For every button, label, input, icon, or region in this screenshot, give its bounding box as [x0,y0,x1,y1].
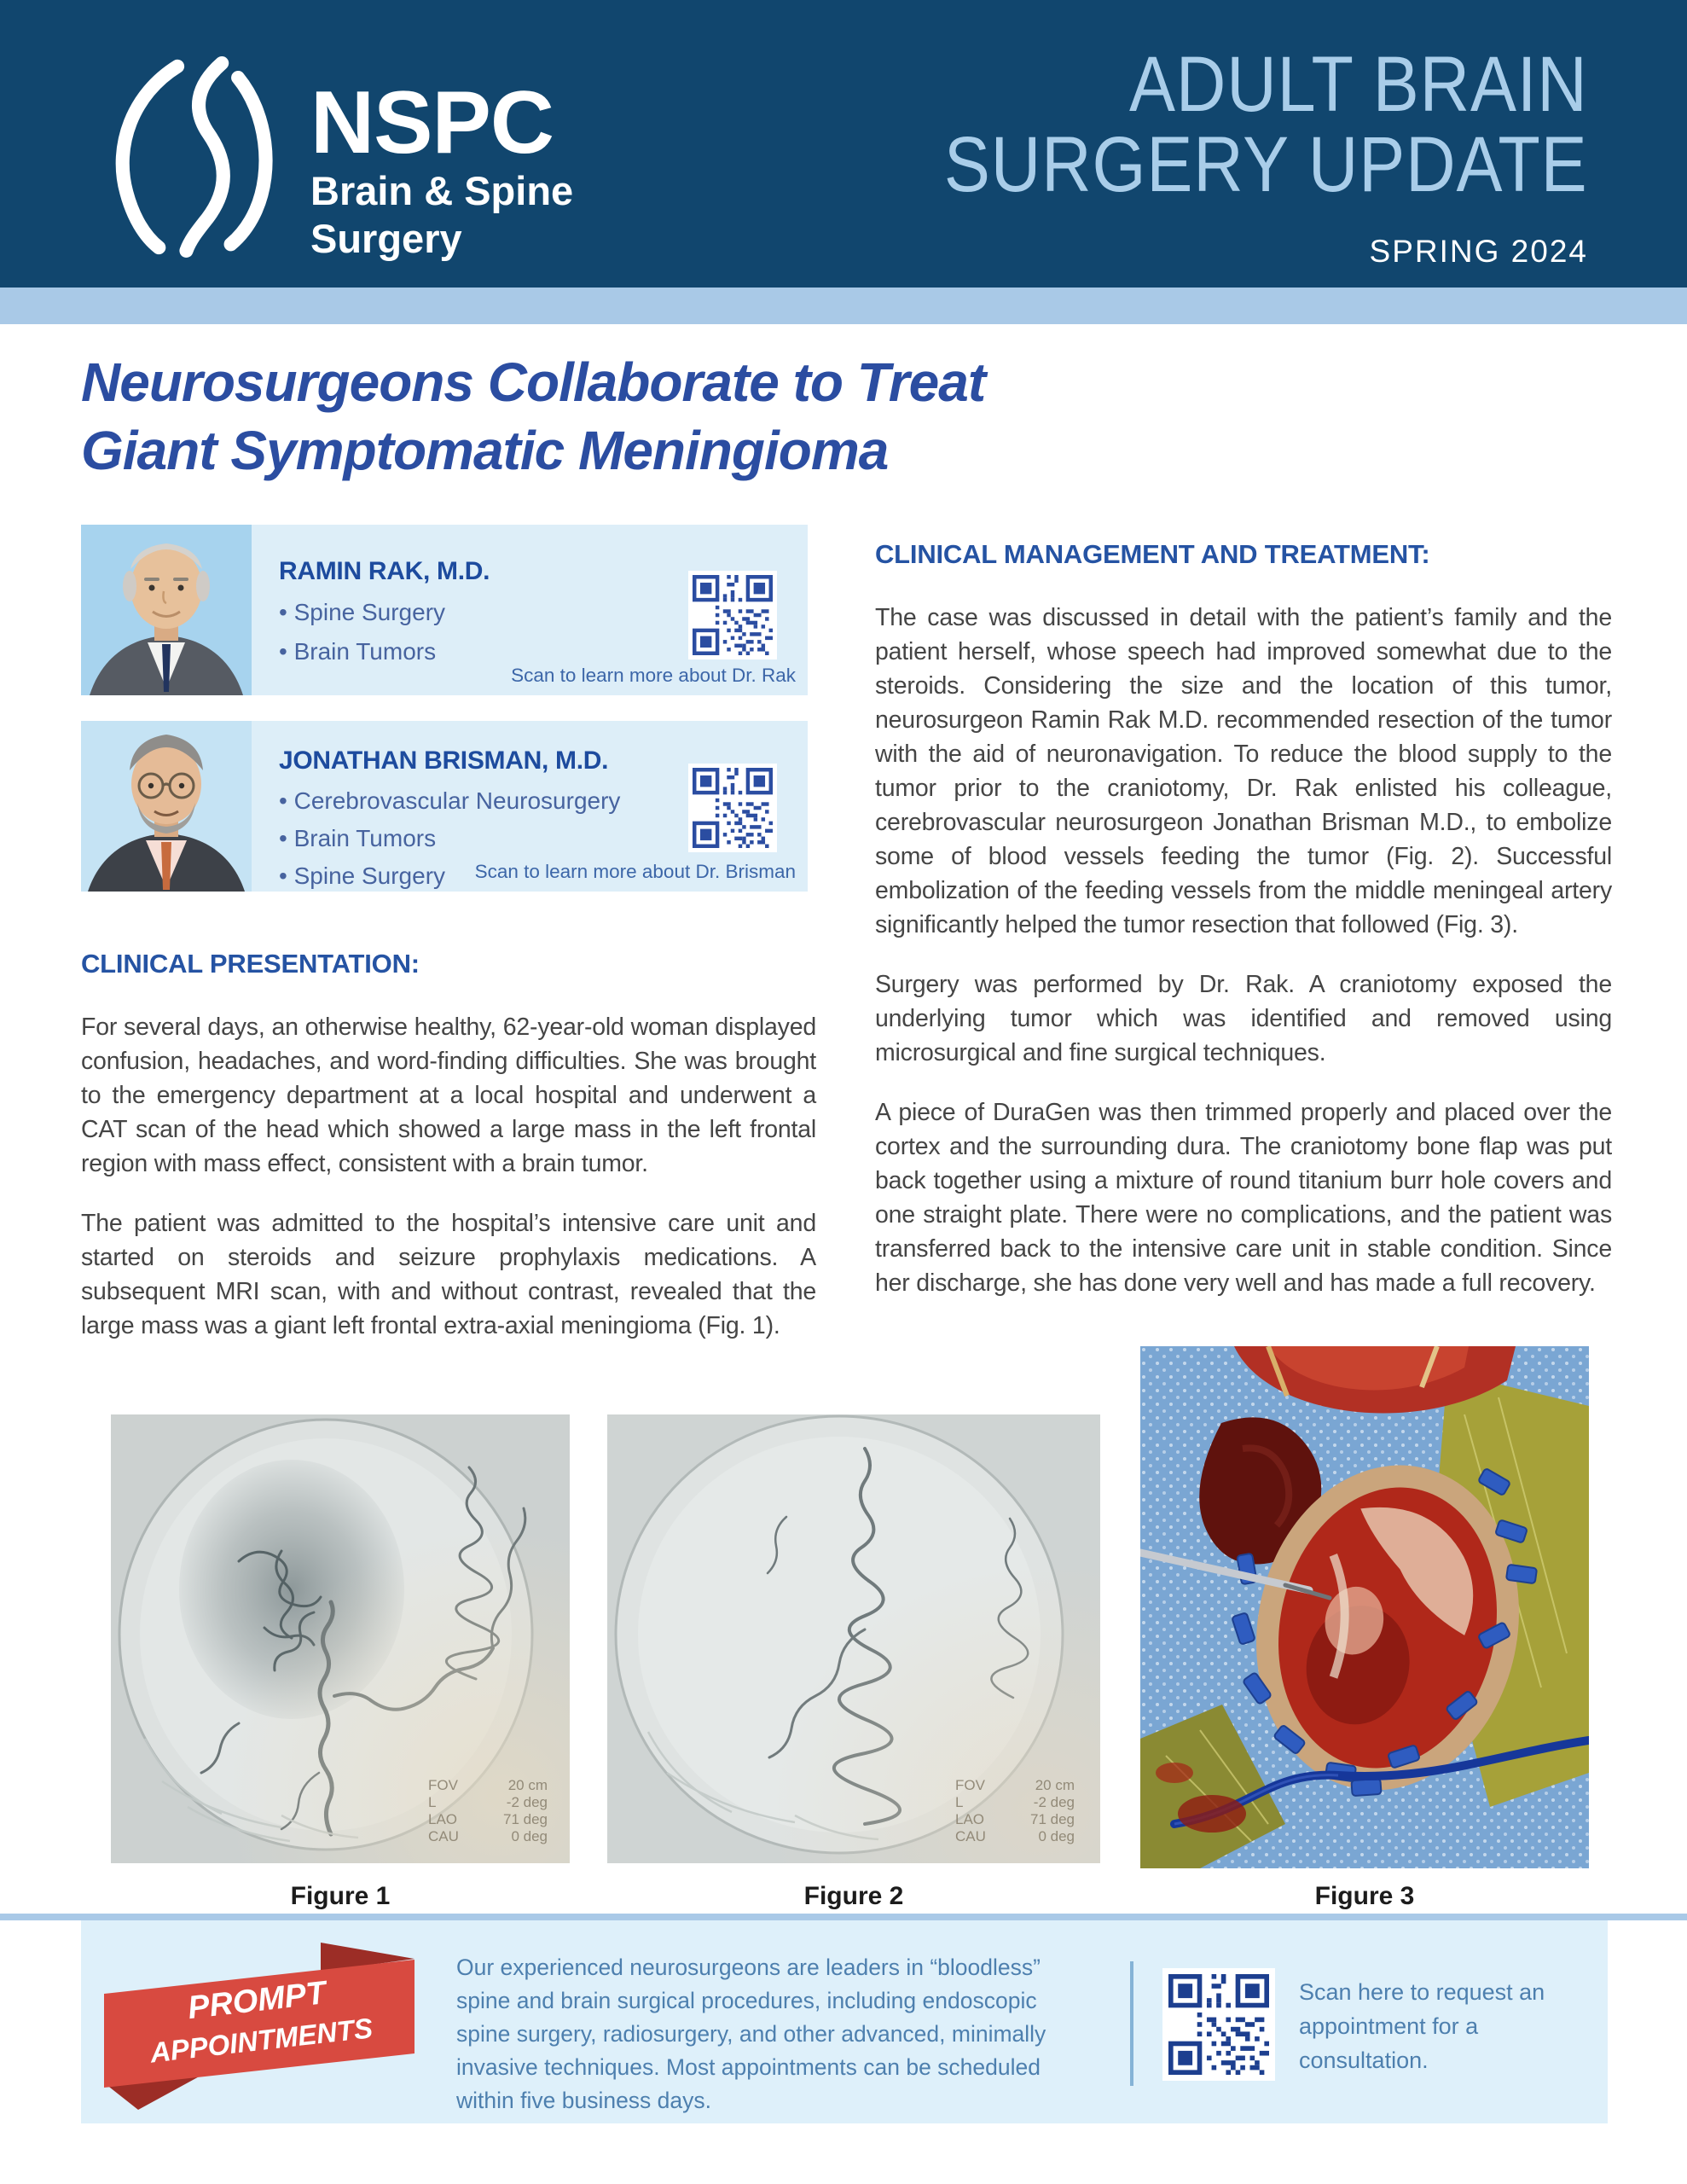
management-paragraph-1: The case was discussed in detail with the patient’s family and the patient herself, whose speech had improved somewhat due to the steroids. Considering the size and the location of this tumor, neurosurgeon Ramin Rak M.D. recommended resection of the tumor with the aid of neuronavigation. To reduce the blood supply to the tumor prior to the craniotomy, Dr. Rak enlisted his colleague, cerebrovascular neurosurgeon Jonathan Brisman M.D., to embolize some of blood vessels feeding the tumor (Fig. 2). Successful embolization of the feeding vessels from the middle meningeal artery significantly helped the tumor resection that followed (Fig. 3). [875,604,1612,938]
banner-vertical-divider [1130,1961,1133,2086]
presentation-paragraph-2: The patient was admitted to the hospital’s intensive care unit and started on steroids and seizure prophylaxis medications. A subsequent MRI scan, with and without contrast, revealed that the large mass was a giant left frontal extra-axial meningioma (Fig. 1). [81,1210,816,1339]
masthead-title-line2: SURGERY UPDATE [944,121,1588,208]
management-paragraph-3: A piece of DuraGen was then trimmed properly and placed over the cortex and the surrounding dura. The craniotomy bone flap was put back together using a mixture of round titanium burr hole covers and one straight plate. There were no complications, and the patient was transferred back to the intensive care unit in stable condition. Since her discharge, she has done very well and has made a full recovery. [875,1099,1612,1297]
fig2-overlay-fov-label: FOV [955,1777,985,1793]
fig2-overlay-lao-label: LAO [955,1811,985,1827]
fig1-overlay-cau-label: CAU [428,1828,459,1844]
brand-line-3: Surgery [310,216,462,261]
fig1-overlay-fov-label: FOV [428,1777,458,1793]
doctor-card-rak [81,525,808,695]
nspc-brain-spine-icon [101,53,287,259]
fig2-overlay-fov-value: 20 cm [1035,1777,1075,1793]
fig1-overlay-lao-label: LAO [428,1811,458,1827]
ribbon-text-line1: PROMPT [186,1975,328,2027]
fig2-overlay-cau-label: CAU [955,1828,986,1844]
appointments-banner [81,1920,1608,2123]
qr-code-dr-rak-icon [688,571,777,659]
qr-caption-rak: Scan to learn more about Dr. Rak [511,665,796,686]
clinical-presentation-section [81,949,816,1343]
masthead [856,41,1588,270]
article-title [81,348,985,485]
doctor-specialties-rak [279,593,490,671]
management-paragraph-2: Surgery was performed by Dr. Rak. A craniotomy exposed the underlying tumor which was identified and removed using microsurgical and fine surgical techniques. [875,971,1612,1066]
dr-rak-photo [81,525,252,695]
brand-wordmark [310,73,574,263]
figure-1-image [111,1414,570,1863]
brand-line-2: Brain & Spine [310,168,574,213]
qr-code-appointment-icon [1162,1968,1275,2081]
doctor-name-rak: RAMIN RAK, M.D. [279,557,490,585]
banner-qr-caption: Scan here to request an appointment for a consultation. [1299,1979,1545,2073]
fig2-overlay-l-label: L [955,1794,964,1810]
clinical-presentation-heading: CLINICAL PRESENTATION: [81,949,420,979]
figure-2-image [607,1414,1100,1863]
clinical-management-heading: CLINICAL MANAGEMENT AND TREATMENT: [875,539,1430,569]
doctor-name-brisman: JONATHAN BRISMAN, M.D. [279,746,609,775]
fig1-overlay-fov-value: 20 cm [507,1777,548,1793]
qr-caption-brisman: Scan to learn more about Dr. Brisman [474,861,796,882]
fig1-overlay-l-value: -2 deg [506,1794,548,1810]
specialty-item: • Cerebrovascular Neurosurgery [279,782,620,820]
figure-2-caption: Figure 2 [803,1882,904,1910]
presentation-paragraph-1: For several days, an otherwise healthy, 62-year-old woman displayed confusion, headaches, and word-finding difficulties. She was brought to the emergency department at a local hospital and underwent a CAT scan of the head which showed a large mass in the left frontal region with mass effect, consistent with a brain tumor. [81,1014,816,1177]
fig1-overlay-lao-value: 71 deg [503,1811,548,1827]
doctor-card-brisman [81,721,808,892]
fig2-overlay-l-value: -2 deg [1033,1794,1075,1810]
fig2-overlay-lao-value: 71 deg [1030,1811,1075,1827]
banner-divider-strip [0,1914,1687,1920]
figure-3-caption: Figure 3 [1314,1882,1415,1910]
clinical-management-section [875,539,1612,1300]
qr-code-dr-brisman-icon [688,764,777,852]
specialty-item: • Spine Surgery [279,857,620,895]
prompt-appointments-ribbon [88,1941,431,2111]
header-banner [0,0,1687,288]
article-title-line2: Giant Symptomatic Meningioma [81,420,889,481]
masthead-title-line1: ADULT BRAIN [1129,41,1588,128]
specialty-item: • Brain Tumors [279,820,620,857]
specialty-item: • Brain Tumors [279,632,490,671]
brand-line-1: NSPC [310,73,554,172]
issue-label: SPRING 2024 [1369,234,1588,269]
figure-3-image [1140,1346,1589,1868]
fig1-overlay-l-label: L [428,1794,437,1810]
ribbon-text-line2: APPOINTMENTS [148,2012,374,2069]
nspc-logo [101,53,573,263]
article-title-line1: Neurosurgeons Collaborate to Treat [81,351,986,413]
banner-description: Our experienced neurosurgeons are leaders in “bloodless” spine and brain surgical procedures, including endoscopic spine surgery, radiosurgery, and other advanced, minimally invasive techniques. Most appointments can be scheduled within five business days. [456,1955,1046,2113]
header-divider-strip [0,288,1687,324]
specialty-item: • Spine Surgery [279,593,490,632]
fig1-overlay-cau-value: 0 deg [511,1828,548,1844]
dr-brisman-photo [81,721,252,892]
fig2-overlay-cau-value: 0 deg [1038,1828,1075,1844]
figure-1-caption: Figure 1 [290,1882,391,1910]
